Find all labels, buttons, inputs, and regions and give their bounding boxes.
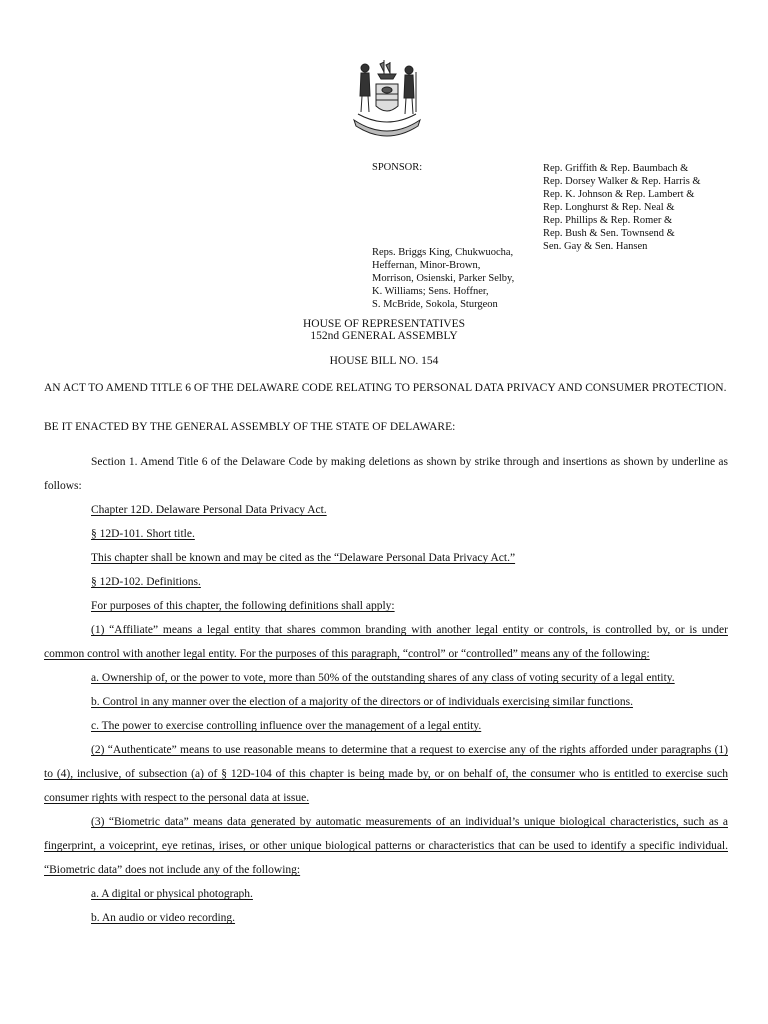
assembly-line: 152nd GENERAL ASSEMBLY (310, 330, 458, 342)
chamber-line: HOUSE OF REPRESENTATIVES (302, 318, 465, 330)
sponsor-label: SPONSOR: (372, 162, 423, 173)
chapter-heading: Chapter 12D. Delaware Personal Data Privacy Act. (91, 504, 327, 516)
definition-affiliate-a: a. Ownership of, or the power to vote, more than 50% of the outstanding shares of any class of voting security of a legal entity. (91, 672, 675, 684)
section-101-text: This chapter shall be known and may be cited as the “Delaware Personal Data Privacy Act.” (91, 552, 516, 564)
definition-biometric-a: a. A digital or physical photograph. (91, 888, 253, 900)
cosponsor-line: Heffernan, Minor-Brown, (372, 260, 481, 271)
sponsor-line: Rep. Longhurst & Rep. Neal & (543, 202, 675, 213)
cosponsor-line: S. McBride, Sokola, Sturgeon (372, 299, 498, 310)
section-101-heading: § 12D-101. Short title. (91, 528, 195, 540)
delaware-state-seal (348, 54, 426, 146)
act-title: AN ACT TO AMEND TITLE 6 OF THE DELAWARE CODE RELATING TO PERSONAL DATA PRIVACY AND CONSUMER PROTECTION. (44, 382, 727, 394)
sponsor-line: Rep. Griffith & Rep. Baumbach & (543, 163, 689, 174)
definition-affiliate-c: c. The power to exercise controlling influence over the management of a legal entity. (91, 720, 482, 732)
bill-number: HOUSE BILL NO. 154 (329, 355, 439, 367)
enacting-clause: BE IT ENACTED BY THE GENERAL ASSEMBLY OF THE STATE OF DELAWARE: (44, 421, 456, 433)
sponsor-line: Sen. Gay & Sen. Hansen (543, 241, 648, 252)
definition-biometric-b: b. An audio or video recording. (91, 912, 236, 924)
sponsor-list (543, 162, 701, 253)
definition-authenticate: (2) “Authenticate” means to use reasonable means to determine that a request to exercise any of the rights afforded under paragraphs (1) to (4), inclusive, of subsection (a) of § 12D-104 of this chapter is being made by, or on behalf of, the consumer who is entitled to exercise such consumer rights with respect to the personal data at issue. (44, 744, 728, 804)
definition-affiliate: (1) “Affiliate” means a legal entity that shares common branding with another legal entity or controls, is controlled by, or is under common control with another legal entity. For the purposes of this paragraph, “control” or “controlled” means any of the following: (44, 624, 728, 660)
definition-biometric-data: (3) “Biometric data” means data generated by automatic measurements of an individual’s unique biological characteristics, such as a fingerprint, a voiceprint, eye retinas, irises, or other unique biological patterns or characteristics that can be used to identify a specific individual. “Biometric data” does not include any of the following: (44, 816, 728, 876)
sponsor-line: Rep. Phillips & Rep. Romer & (543, 215, 673, 226)
section-1-text: Section 1. Amend Title 6 of the Delaware Code by making deletions as shown by strike through and insertions as shown by underline as follows: (44, 456, 728, 492)
sponsor-line: Rep. Dorsey Walker & Rep. Harris & (543, 176, 701, 187)
definition-affiliate-b: b. Control in any manner over the election of a majority of the directors or of individuals exercising similar functions. (91, 696, 633, 708)
cosponsor-line: Morrison, Osienski, Parker Selby, (372, 273, 515, 284)
cosponsor-list (372, 246, 514, 311)
bill-body (44, 450, 728, 930)
chamber-heading (0, 318, 768, 342)
cosponsor-line: Reps. Briggs King, Chukwuocha, (372, 247, 514, 258)
sponsor-line: Rep. K. Johnson & Rep. Lambert & (543, 189, 695, 200)
cosponsor-line: K. Williams; Sens. Hoffner, (372, 286, 489, 297)
sponsor-line: Rep. Bush & Sen. Townsend & (543, 228, 675, 239)
section-102-heading: § 12D-102. Definitions. (91, 576, 201, 588)
section-102-intro: For purposes of this chapter, the following definitions shall apply: (91, 600, 395, 612)
